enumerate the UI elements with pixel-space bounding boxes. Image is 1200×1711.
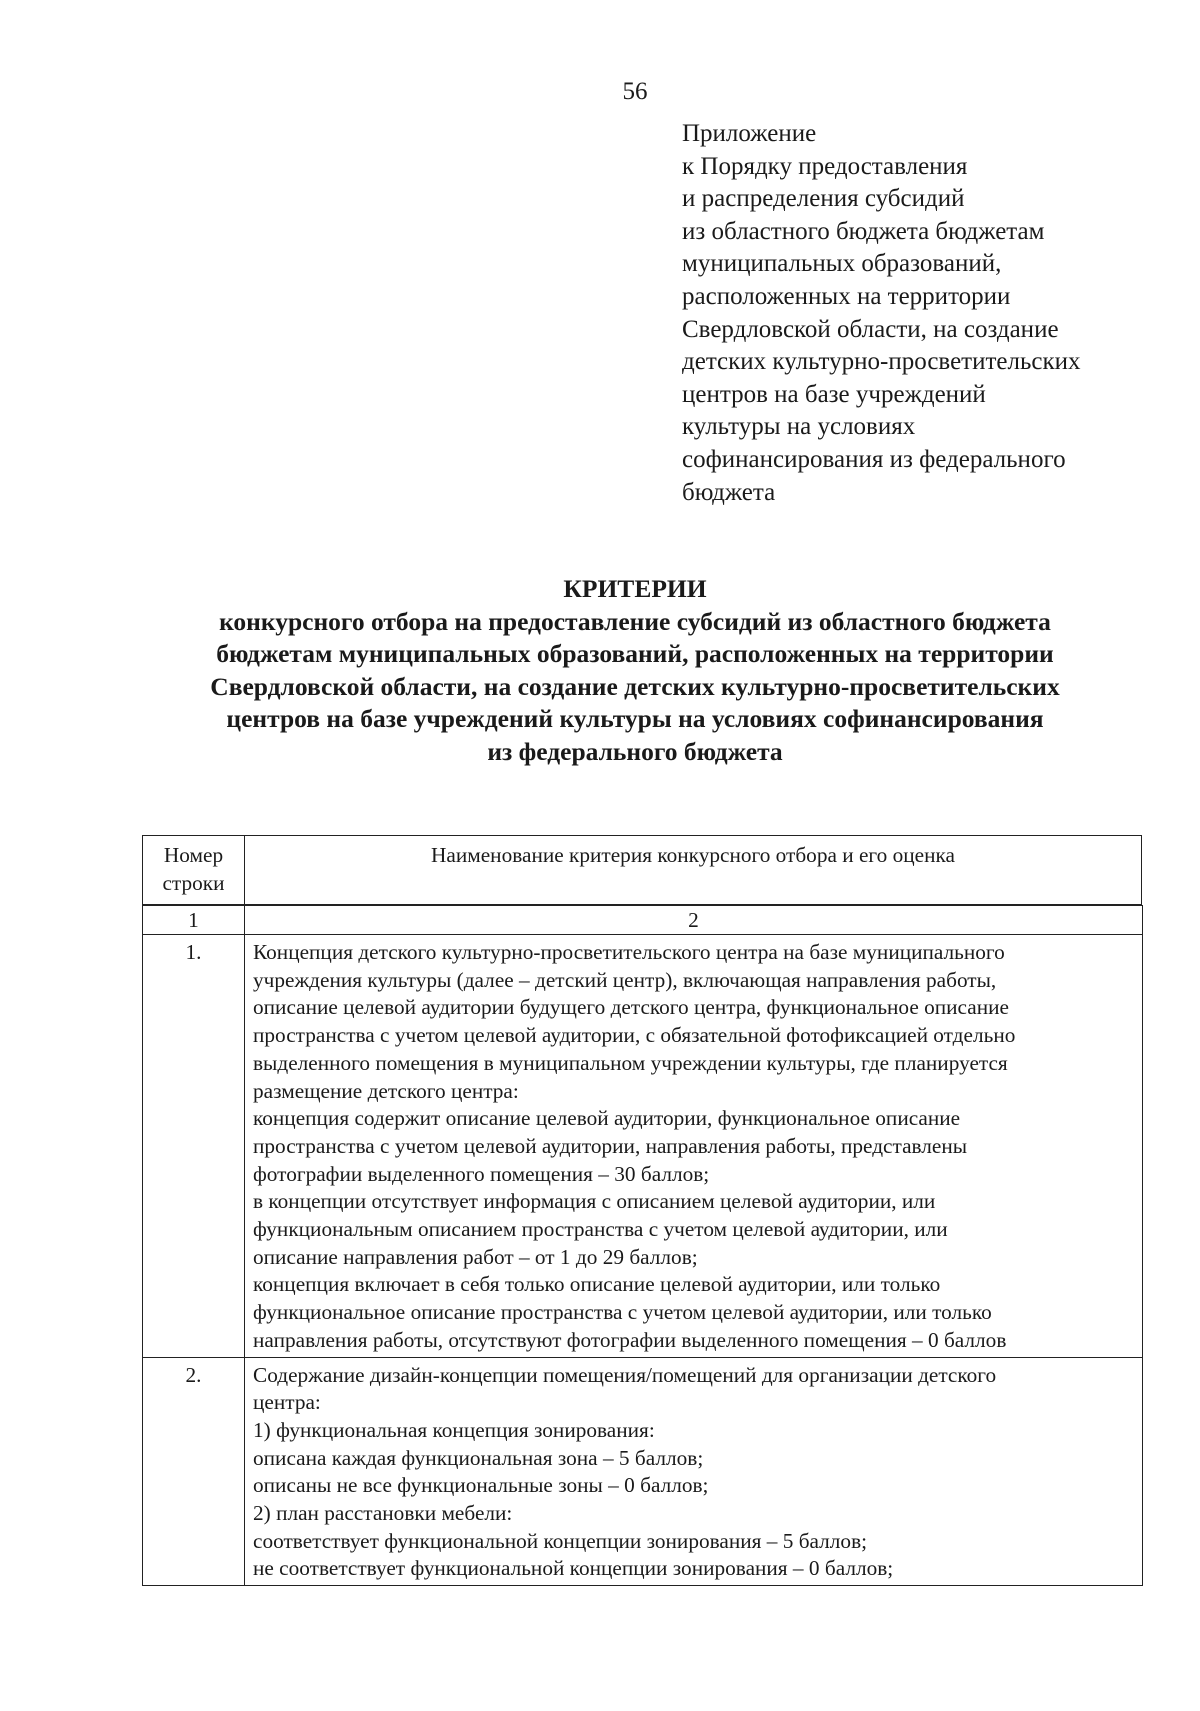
criterion-line: концепция включает в себя только описание целевой аудитории, или только (253, 1272, 941, 1297)
criteria-table (142, 905, 1143, 1586)
criterion-line: размещение детского центра: (253, 1078, 519, 1103)
criterion-line: концепция содержит описание целевой аудитории, функциональное описание (253, 1106, 961, 1131)
criterion-line: Содержание дизайн-концепции помещения/помещений для организации детского (253, 1362, 997, 1387)
criterion-line: направления работы, отсутствуют фотографии выделенного помещения – 0 баллов (253, 1327, 1007, 1352)
criterion-line: 1) функциональная концепция зонирования: (253, 1417, 655, 1442)
appendix-line: к Порядку предоставления (682, 152, 968, 180)
criterion-line: пространства с учетом целевой аудитории, с обязательной фотофиксацией отдельно (253, 1023, 1016, 1048)
header-row-number-line: Номер (163, 843, 224, 867)
criteria-title (0, 573, 1200, 769)
appendix-line: софинансирования из федерального (682, 445, 1066, 473)
appendix-line: из областного бюджета бюджетам (682, 217, 1045, 245)
criterion-line: в концепции отсутствует информация с описанием целевой аудитории, или (253, 1189, 936, 1214)
column-number: 2 (245, 906, 1143, 935)
page-number: 56 (622, 78, 648, 105)
appendix-line: детских культурно-просветительских (682, 348, 1081, 376)
appendix-line: Свердловской области, на создание (682, 315, 1059, 343)
column-number-row (143, 906, 1143, 935)
criterion-line: описаны не все функциональные зоны – 0 баллов; (253, 1473, 709, 1498)
criterion-line: фотографии выделенного помещения – 30 баллов; (253, 1161, 710, 1186)
row-number: 1. (143, 935, 245, 1358)
appendix-block (682, 118, 1182, 509)
appendix-line: бюджета (682, 478, 776, 506)
criterion-line: выделенного помещения в муниципальном учреждении культуры, где планируется (253, 1050, 1008, 1075)
appendix-line: центров на базе учреждений (682, 380, 986, 408)
header-row-number (143, 836, 245, 905)
table-header-row (143, 836, 1142, 905)
column-number: 1 (143, 906, 245, 935)
appendix-line: и распределения субсидий (682, 185, 965, 213)
criterion-line: соответствует функциональной концепции зонирования – 5 баллов; (253, 1528, 868, 1553)
header-criterion-name: Наименование критерия конкурсного отбора и его оценка (245, 836, 1142, 905)
criterion-line: функциональное описание пространства с учетом целевой аудитории, или только (253, 1300, 992, 1325)
row-number: 2. (143, 1357, 245, 1586)
header-row-number-line: строки (162, 870, 225, 895)
criteria-heading: КРИТЕРИИ (563, 574, 707, 603)
criterion-line: описана каждая функциональная зона – 5 баллов; (253, 1445, 704, 1470)
appendix-line: муниципальных образований, (682, 250, 1002, 278)
criteria-subtitle-line: из федерального бюджета (487, 736, 783, 766)
criteria-subtitle-line: центров на базе учреждений культуры на условиях софинансирования (226, 704, 1044, 734)
appendix-line: Приложение (682, 120, 817, 147)
criterion-line: центра: (253, 1390, 321, 1415)
appendix-line: культуры на условиях (682, 413, 916, 441)
criteria-subtitle-line: Свердловской области, на создание детских культурно-просветительских (210, 671, 1060, 701)
criterion-line: функциональным описанием пространства с учетом целевой аудитории, или (253, 1217, 948, 1242)
criterion-line: Концепция детского культурно-просветительского центра на базе муниципального (253, 940, 1005, 964)
table-row (143, 1357, 1143, 1586)
appendix-line: расположенных на территории (682, 282, 1011, 310)
criterion-line: не соответствует функциональной концепции зонирования – 0 баллов; (253, 1556, 894, 1581)
criterion-line: описание направления работ – от 1 до 29 баллов; (253, 1244, 698, 1269)
row-criterion-text (245, 1357, 1143, 1586)
criteria-subtitle-line: конкурсного отбора на предоставление субсидий из областного бюджета (219, 606, 1051, 636)
criterion-line: описание целевой аудитории будущего детского центра, функциональное описание (253, 995, 1009, 1020)
table-header (142, 835, 1142, 905)
criterion-line: учреждения культуры (далее – детский центр), включающая направления работы, (253, 967, 997, 992)
criterion-line: 2) план расстановки мебели: (253, 1501, 513, 1526)
criteria-subtitle-line: бюджетам муниципальных образований, расположенных на территории (216, 639, 1054, 669)
row-criterion-text (245, 935, 1143, 1358)
table-row (143, 935, 1143, 1358)
criterion-line: пространства с учетом целевой аудитории, направления работы, представлены (253, 1133, 968, 1158)
